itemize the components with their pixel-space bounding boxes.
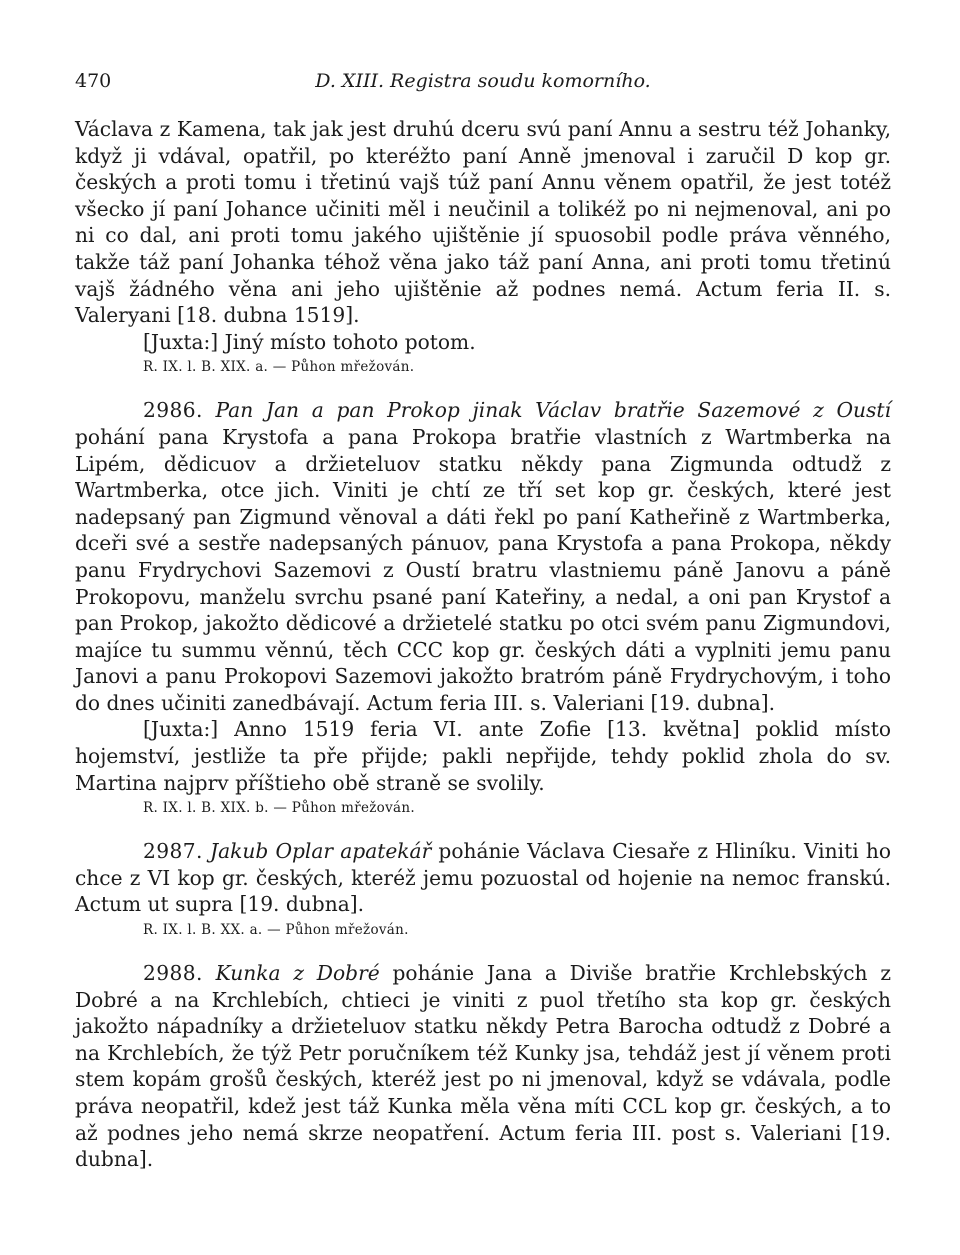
entry-2986-source-note: R. IX. l. B. XIX. b. — Půhon mřežován.: [143, 800, 415, 817]
document-page: [75, 62, 891, 1173]
entry-2986-juxta-note: [Juxta:] Anno 1519 feria VI. ante Zofie [13. května] poklid místo hojemství, jestliže ta pře přijde; pakli nepřijde, tehdy poklid zhola do sv. Martina najprv příštieho obě straně se svolily.: [75, 717, 891, 795]
entry-heading: Pan Jan a pan Prokop jinak Václav bratřie Sazemové z Oustí: [215, 398, 891, 423]
entry-text: pohánie Václava Ciesaře z Hliníku. Viniti ho chce z VI kop gr. českých, kteréž jemu pozuostal od hojenie na nemoc franskú. Actum ut supra [19. dubna].: [75, 839, 891, 917]
running-title: D. XIII. Registra soudu komorního.: [315, 70, 651, 92]
entry-heading: Jakub Oplar apatekář: [209, 839, 432, 864]
opening-paragraph: Václava z Kamena, tak jak jest druhú dceru svú paní Annu a sestru též Johanky, když ji vdával, opatřil, po kteréžto paní Anně jmenoval i zaručil D kop gr. českých a proti tomu i třetinú vajš túž paní Annu věnem opatřil, že jest totéž všecko jí paní Johance učiniti měl i neučinil a tolikéž po ni nejmenoval, ani po ni co dal, ani proti tomu jakého ujištěnie jí spuosobil podle práva věnného, takže táž paní Johanka téhož věna jako táž paní Anna, ani proti tomu třetinú vajš žádného věna ani jeho ujištěnie až podnes nemá. Actum feria II. s. Valeryani [18. dubna 1519].: [75, 117, 891, 328]
page-number: 470: [75, 70, 112, 92]
opening-juxta-note: [Juxta:] Jiný místo tohoto potom.: [143, 329, 476, 354]
entry-number: 2987.: [143, 839, 203, 864]
opening-source-note: R. IX. l. B. XIX. a. — Půhon mřežován.: [143, 359, 415, 376]
entry-2987-source-note: R. IX. l. B. XX. a. — Půhon mřežován.: [143, 922, 409, 939]
entry-2987: [75, 838, 891, 918]
entry-2986: [75, 397, 891, 716]
entry-2988: [75, 960, 891, 1173]
page-header: [75, 62, 891, 96]
entry-text: pohání pana Krystofa a pana Prokopa bratřie vlastních z Wartmberka na Lipém, dědicuov a držieteluov statku někdy pana Zigmunda odtudž z Wartmberka, otce jich. Viniti je chtí ze tří set kop gr. českých, které jest nadepsaný pan Zigmund věnoval a dáti řekl po paní Katheřině z Wartmberka, dceři své a sestře nadepsaných pánuov, pana Krystofa a pana Prokopa, někdy panu Frydrychovi Sazemovi z Oustí bratru vlastniemu páně Janovu a páně Prokopovu, manželu svrchu psané paní Kateřiny, a nedal, a oni pan Krystof a pan Prokop, jakožto dědicové a držietelé statku po otci svém panu Zigmundovi, majíce tu summu věnnú, těch CCC kop gr. českých dáti a vyplniti jemu panu Janovi a panu Prokopovi Sazemovi jakožto bratróm páně Frydrychovým, i toho do dnes učiniti zanedbávají. Actum feria III. s. Valeriani [19. dubna].: [75, 424, 891, 715]
entry-number: 2988.: [143, 961, 203, 986]
entry-text: pohánie Jana a Diviše bratřie Krchlebských z Dobré a na Krchlebích, chtieci je viniti z puol třetího sta kop gr. českých jakožto nápadníky a držieteluov statku někdy Petra Barocha odtudž z Dobré a na Krchlebích, že týž Petr poručníkem též Kunky jsa, tehdáž jest jí věnem proti stem kopám grošů českých, kteréž jest po ni jmenoval, když se vdávala, podle práva neopatřil, kdež jest táž Kunka měla věna míti CCL kop gr. českých, a to až podnes jeho nemá skrze neopatření. Actum feria III. post s. Valeriani [19. dubna].: [75, 961, 892, 1172]
entry-heading: Kunka z Dobré: [215, 961, 380, 986]
entry-number: 2986.: [143, 398, 203, 423]
